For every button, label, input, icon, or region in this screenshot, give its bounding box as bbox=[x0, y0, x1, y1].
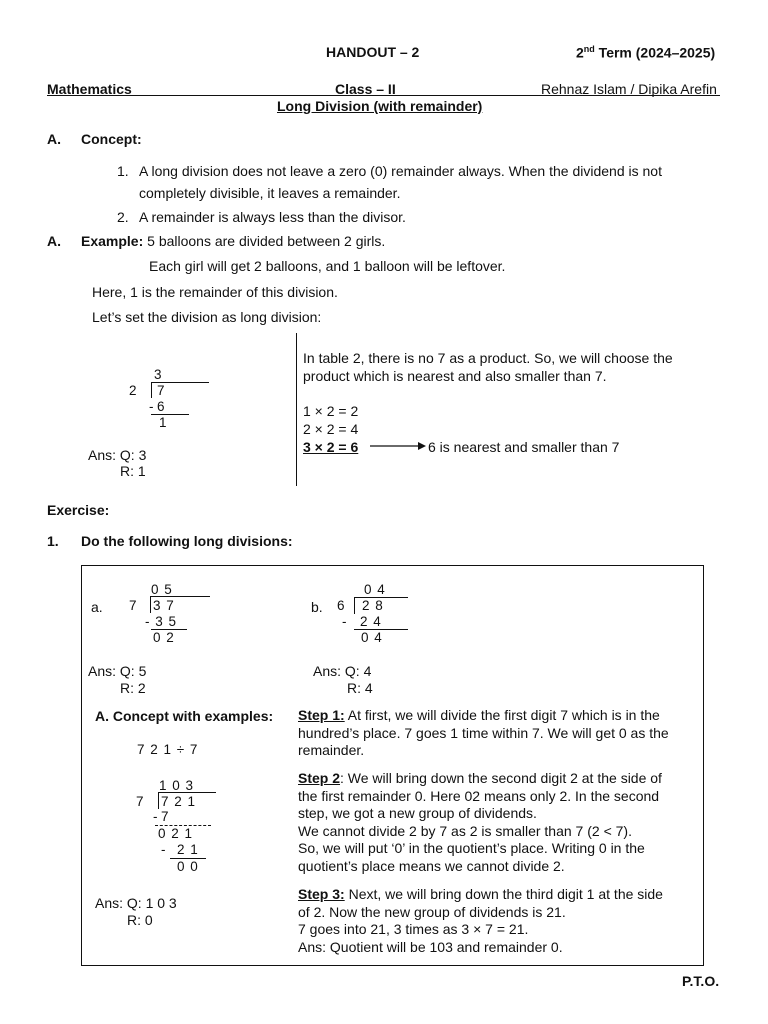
step-3 bbox=[298, 886, 698, 956]
step-3-label: Step 3: bbox=[298, 886, 345, 902]
example-answer-r: R: 1 bbox=[120, 463, 146, 479]
exercise-b-dividend: 2 8 bbox=[362, 598, 384, 613]
ce-dividend: 7 2 1 bbox=[161, 794, 197, 809]
exercise-b-quotient: 0 4 bbox=[364, 582, 386, 597]
ce-divisor: 7 bbox=[136, 794, 145, 809]
ce-minus-1: - bbox=[153, 809, 159, 824]
explanation-line: In table 2, there is no 7 as a product. So, we will choose the bbox=[303, 350, 673, 366]
division-quotient: 3 bbox=[154, 367, 163, 382]
division-subtract-rule bbox=[151, 414, 189, 415]
exercise-b-answer-r: R: 4 bbox=[347, 680, 373, 696]
step-1-line: Step 1: At first, we will divide the first digit 7 which is in the bbox=[298, 707, 660, 723]
concept-heading: Concept: bbox=[81, 131, 142, 147]
division-divisor: 2 bbox=[129, 383, 138, 398]
topic-title: Long Division (with remainder) bbox=[277, 98, 483, 114]
table-line: 1 × 2 = 2 bbox=[303, 403, 359, 419]
concept-examples-problem: 7 2 1 ÷ 7 bbox=[137, 742, 199, 757]
step-3-line: of 2. Now the new group of dividends is 21. bbox=[298, 903, 566, 920]
term-number: 2 bbox=[576, 44, 584, 61]
pto-label: P.T.O. bbox=[682, 973, 720, 989]
example-line bbox=[81, 233, 385, 249]
exercise-b-label: b. bbox=[311, 599, 323, 615]
exercise-heading: Exercise: bbox=[47, 502, 110, 518]
exercise-a-subtract: - 3 5 bbox=[145, 614, 178, 629]
exercise-a-bracket bbox=[150, 596, 151, 613]
step-2-line: We cannot divide 2 by 7 as 2 is smaller than 7 (2 < 7). bbox=[298, 822, 632, 839]
step-2-label: Step 2 bbox=[298, 770, 341, 786]
exercise-a-quotient: 0 5 bbox=[151, 582, 173, 597]
exercise-a-remainder: 0 2 bbox=[153, 630, 175, 645]
exercise-b-answer-q: Ans: Q: 4 bbox=[313, 663, 372, 679]
term-superscript: nd bbox=[583, 44, 595, 54]
exercise-a-divisor: 7 bbox=[129, 598, 138, 613]
teachers: Rehnaz Islam / Dipika Arefin bbox=[541, 81, 717, 97]
example-letter: A. bbox=[47, 233, 61, 249]
explanation-note: 6 is nearest and smaller than 7 bbox=[428, 439, 620, 455]
ce-subtract-1: 7 bbox=[161, 809, 170, 824]
ce-minus-2: - bbox=[161, 842, 167, 857]
concept-item-line: A long division does not leave a zero (0) remainder always. When the dividend is not bbox=[139, 163, 662, 179]
subject: Mathematics bbox=[47, 81, 132, 97]
exercise-b-minus: - bbox=[342, 614, 348, 629]
concept-item-number: 1. bbox=[117, 163, 129, 179]
ce-answer-q: Ans: Q: 1 0 3 bbox=[95, 895, 177, 911]
example-line-3: Here, 1 is the remainder of this division. bbox=[92, 284, 338, 300]
concept-item-number: 2. bbox=[117, 209, 129, 225]
example-divider bbox=[296, 333, 297, 486]
handout-title: HANDOUT – 2 bbox=[326, 44, 420, 60]
exercise-question-number: 1. bbox=[47, 533, 59, 549]
exercise-b-remainder: 0 4 bbox=[361, 630, 383, 645]
ce-bracket bbox=[158, 792, 159, 809]
concept-examples-heading: A. Concept with examples: bbox=[95, 708, 274, 724]
ce-answer-r: R: 0 bbox=[127, 912, 153, 928]
example-label: Example: bbox=[81, 233, 144, 249]
step-3-line: Ans: Quotient will be 103 and remainder 0. bbox=[298, 938, 563, 955]
ce-bar bbox=[158, 792, 216, 793]
exercise-b-bracket bbox=[354, 597, 355, 614]
ce-subtract-2: 2 1 bbox=[177, 842, 199, 857]
exercise-a-label: a. bbox=[91, 599, 103, 615]
exercise-question-text: Do the following long divisions: bbox=[81, 533, 293, 549]
explanation-line: product which is nearest and also smaller than 7. bbox=[303, 368, 607, 384]
division-bracket bbox=[151, 382, 152, 398]
class-label: Class – II bbox=[335, 81, 396, 97]
ce-quotient: 1 0 3 bbox=[159, 778, 195, 793]
step-1-label: Step 1: bbox=[298, 707, 345, 723]
example-answer-q: Ans: Q: 3 bbox=[88, 447, 147, 463]
exercise-a-answer-r: R: 2 bbox=[120, 680, 146, 696]
step-1-line: hundred’s place. 7 goes 1 time within 7. We will get 0 as the bbox=[298, 724, 669, 741]
step-2-line: Step 2: We will bring down the second digit 2 at the side of bbox=[298, 770, 662, 786]
exercise-a-answer-q: Ans: Q: 5 bbox=[88, 663, 147, 679]
ce-remainder-2: 0 0 bbox=[177, 859, 199, 874]
step-2-line: quotient’s place means we cannot divide 2. bbox=[298, 857, 565, 874]
term-label bbox=[576, 44, 715, 61]
table-line-highlight: 3 × 2 = 6 bbox=[303, 439, 359, 455]
step-2-line: the first remainder 0. Here 02 means only 2. In the second bbox=[298, 787, 660, 804]
step-2-line: step, we got a new group of dividends. bbox=[298, 805, 537, 822]
exercise-a-bar bbox=[150, 596, 210, 597]
step-1-line: remainder. bbox=[298, 742, 365, 759]
step-1 bbox=[298, 707, 698, 760]
header-rule bbox=[47, 95, 720, 96]
concept-letter: A. bbox=[47, 131, 61, 147]
arrow-right-icon bbox=[370, 440, 426, 452]
concept-item-line: completely divisible, it leaves a remainder. bbox=[139, 185, 401, 201]
division-dividend: 7 bbox=[157, 383, 166, 398]
exercise-b-divisor: 6 bbox=[337, 598, 346, 613]
division-minus: - bbox=[149, 399, 155, 414]
concept-item-line: A remainder is always less than the divisor. bbox=[139, 209, 406, 225]
exercise-a-dividend: 3 7 bbox=[153, 598, 175, 613]
term-text: Term (2024–2025) bbox=[594, 44, 716, 61]
step-2 bbox=[298, 770, 698, 876]
step-3-line: 7 goes into 21, 3 times as 3 × 7 = 21. bbox=[298, 921, 529, 938]
table-line: 2 × 2 = 4 bbox=[303, 421, 359, 437]
step-3-line: Step 3: Next, we will bring down the third digit 1 at the side bbox=[298, 886, 663, 902]
example-text: 5 balloons are divided between 2 girls. bbox=[143, 233, 386, 249]
division-subtract: 6 bbox=[157, 399, 166, 414]
exercise-b-subtract: 2 4 bbox=[360, 614, 382, 629]
example-line-4: Let’s set the division as long division: bbox=[92, 309, 322, 325]
step-2-line: So, we will put ‘0’ in the quotient’s place. Writing 0 in the bbox=[298, 840, 645, 857]
example-line-2: Each girl will get 2 balloons, and 1 balloon will be leftover. bbox=[149, 258, 506, 274]
division-remainder: 1 bbox=[159, 415, 168, 430]
ce-remainder-1: 0 2 1 bbox=[158, 826, 194, 841]
